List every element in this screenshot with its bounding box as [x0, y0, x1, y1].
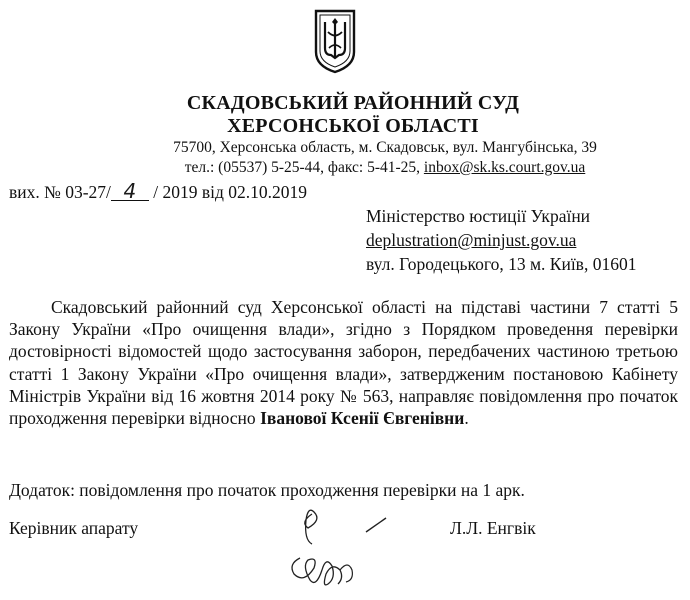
outgoing-date: / 2019 від 02.10.2019	[148, 182, 308, 202]
signer-name: Л.Л. Енгвік	[450, 518, 536, 538]
court-email-link[interactable]: inbox@sk.ks.court.gov.ua	[423, 159, 586, 176]
court-name-line-2: ХЕРСОНСЬКОЇ ОБЛАСТІ	[227, 115, 479, 137]
court-phone-fax: тел.: (05537) 5-25-44, факс: 5-41-25,	[184, 159, 424, 176]
outgoing-prefix: вих. № 03-27/	[9, 182, 111, 202]
recipient-address: вул. Городецького, 13 м. Київ, 01601	[366, 254, 637, 274]
court-address: 75700, Херсонська область, м. Скадовськ, вул. Мангубінська, 39	[173, 139, 597, 156]
recipient-name: Міністерство юстиції України	[366, 206, 591, 226]
body-text: Скадовський районний суд Херсонської області на підставі частини 7 статті 5 Закону України «Про очищення влади», згідно з Порядком проведення перевірки достовірності відомостей щодо застосування заборон, передбачених частиною третьою статті 1 Закону України «Про очищення влади», затвердженим постановою Кабінету Міністрів України від 16 жовтня 2014 року № 563, направляє повідомлення про початок проходження перевірки відносно	[9, 297, 678, 429]
letter-body	[9, 296, 678, 429]
attachment-note: Додаток: повідомлення про початок проходження перевірки на 1 арк.	[9, 480, 525, 500]
coat-of-arms-icon	[313, 8, 357, 74]
court-contacts	[160, 159, 610, 177]
body-end: .	[464, 408, 469, 429]
court-name-line-1: СКАДОВСЬКИЙ РАЙОННИЙ СУД	[186, 92, 520, 114]
handwritten-number: 4	[111, 182, 149, 201]
handwritten-signature	[282, 500, 402, 592]
person-name: Іванової Ксенії Євгенівни	[260, 408, 465, 429]
outgoing-number	[9, 179, 308, 203]
recipient-email-link[interactable]: deplustration@minjust.gov.ua	[366, 230, 577, 250]
signer-role: Керівник апарату	[9, 518, 139, 538]
